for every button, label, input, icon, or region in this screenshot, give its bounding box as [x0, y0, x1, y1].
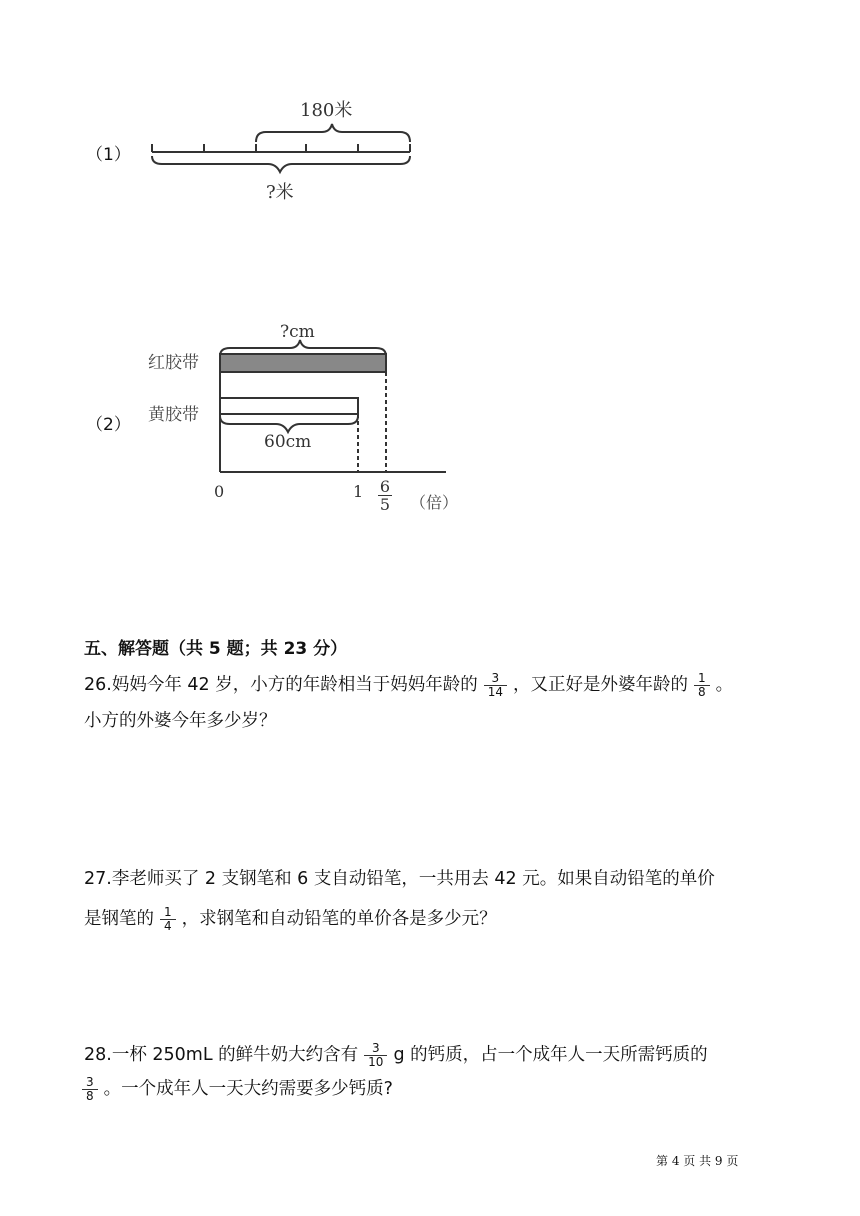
yellow-tape-bar: [220, 398, 358, 414]
q27-text-2: ，求钢笔和自动铅笔的单价各是多少元？: [181, 909, 497, 929]
frac-den: 4: [164, 918, 172, 933]
diagram2-label: （2）: [86, 415, 131, 435]
q26-text-1: 26.妈妈今年 42 岁，小方的年龄相当于妈妈年龄的: [84, 675, 478, 695]
q26-fraction-1: [486, 672, 505, 699]
frac-den: 8: [86, 1088, 94, 1103]
q26-text-2: ，又正好是外婆年龄的: [513, 675, 689, 695]
tick-6-5: [378, 478, 392, 513]
q26-line1: [84, 670, 733, 700]
q27-line1: 27.李老师买了 2 支钢笔和 6 支自动铅笔，一共用去 42 元。如果自动铅笔的单价: [84, 869, 715, 889]
tick-0: 0: [214, 482, 225, 501]
frac-den: 14: [487, 684, 504, 699]
q27-text-1: 是钢笔的: [84, 909, 154, 929]
frac-den: 8: [698, 684, 706, 699]
q26-fraction-2: [696, 672, 708, 699]
q28-line2: [84, 1074, 708, 1104]
q26-text-3: 。: [715, 675, 734, 695]
diagram1-label: （1）: [86, 145, 131, 165]
frac-num: 1: [698, 670, 706, 685]
q28-text-1: 28.一杯 250mL 的鲜牛奶大约含有: [84, 1045, 359, 1065]
diagram2-bottom-label: 60cm: [264, 432, 312, 452]
frac-num: 3: [491, 670, 500, 685]
red-tape-bar: [220, 354, 386, 372]
q28-text-3: 。一个成年人一天大约需要多少钙质?: [103, 1079, 393, 1099]
tick-denominator: 5: [379, 495, 391, 514]
axis-unit: （倍）: [410, 493, 459, 512]
question-26: [84, 670, 733, 736]
bottom-brace: [220, 416, 358, 432]
tick-numerator: 6: [379, 477, 391, 496]
section-title: 五、解答题（共 5 题；共 23 分）: [84, 639, 348, 659]
q28-text-2: g 的钙质，占一个成年人一天所需钙质的: [393, 1045, 708, 1065]
diagram1-bottom-label: ?米: [266, 182, 294, 203]
red-tape-label: 红胶带: [148, 353, 199, 373]
q26-line2: 小方的外婆今年多少岁？: [84, 711, 277, 731]
diagram1-top-label: 180米: [300, 100, 353, 121]
question-28: [84, 1040, 708, 1104]
yellow-tape-label: 黄胶带: [148, 405, 199, 425]
frac-num: 3: [371, 1040, 380, 1055]
bar-comparison-diagram: [210, 336, 460, 476]
bottom-brace: [152, 156, 410, 172]
q27-fraction: [162, 906, 174, 933]
q28-fraction-2: [84, 1076, 96, 1103]
frac-den: 10: [368, 1054, 384, 1069]
q28-fraction-1: [366, 1042, 385, 1069]
q28-line1: [84, 1040, 708, 1070]
diagram2-top-label: ?cm: [280, 322, 315, 342]
question-27: [84, 864, 715, 934]
tick-1: 1: [353, 482, 364, 501]
q27-line2: [84, 904, 715, 934]
frac-num: 1: [164, 904, 172, 919]
frac-num: 3: [86, 1074, 94, 1089]
page-footer: 第 4 页 共 9 页: [656, 1154, 739, 1168]
top-brace: [256, 124, 410, 142]
